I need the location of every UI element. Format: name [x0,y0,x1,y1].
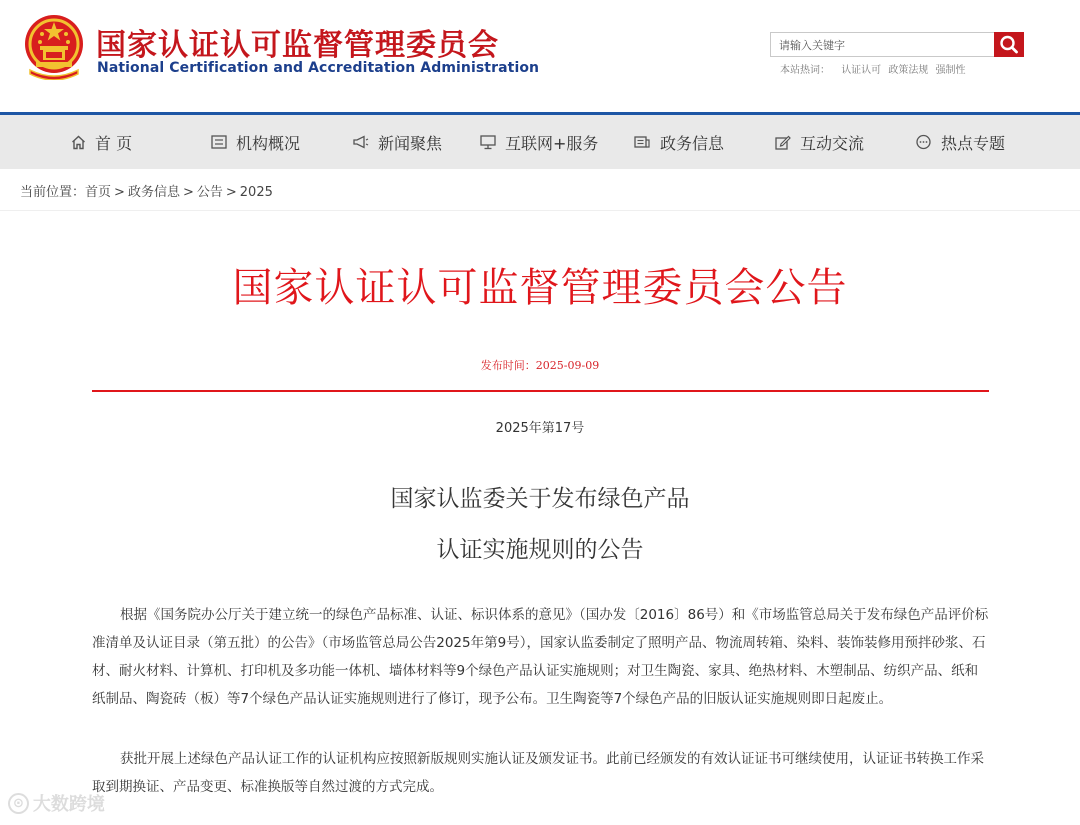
document-number: 2025年第17号 [495,421,585,436]
site-title-english: National Certification and Accreditation Administration [97,60,540,76]
article-paragraph: 获批开展上述绿色产品认证工作的认证机构应按照新版规则实施认证及颁发证书。此前已经颁发的有效认证证书可继续使用，认证证书转换工作采取到期换证、产品变更、标准换版等自然过渡的方式完成。 [92,751,984,795]
search-icon [994,32,1024,57]
hot-word-link[interactable]: 认证认可 [841,65,882,76]
hot-words-bar [780,61,970,76]
site-title-chinese: 国家认证认可监督管理委员会 [96,28,499,63]
monitor-icon [480,135,496,150]
list-icon [211,135,227,149]
article-paragraph: 根据《国务院办公厅关于建立统一的绿色产品标准、认证、标识体系的意见》（国办发〔2016〕86号）和《市场监管总局关于发布绿色产品评价标准清单及认证目录（第五批）的公告》（市场监管总局公告2025年第9号），国家认监委制定了照明产品、物流周转箱、染料、装饰装修用预拌砂浆、石材、耐火材料、计算机、打印机及多功能一体机、墙体材料等9个绿色产品认证实施规则；对卫生陶瓷、家具、绝热材料、木塑制品、纺织产品、纸和纸制品、陶瓷砖（板）等7个绿色产品认证实施规则进行了修订，现予公布。卫生陶瓷等7个绿色产品的旧版认证实施规则即日起废止。 [92,607,989,707]
notice-title-line2: 认证实施规则的公告 [436,537,644,563]
breadcrumb-separator: > [182,185,194,200]
breadcrumb-divider [0,210,1080,211]
chat-icon [915,134,932,150]
edit-icon [775,135,791,150]
breadcrumb-link-notices[interactable]: 公告 [196,185,223,200]
news-icon [634,135,651,149]
hot-words-label: 本站热词： [780,65,830,76]
megaphone-icon [352,135,369,149]
nav-item-hot-topics[interactable] [915,115,1005,169]
nav-item-gov-info[interactable] [634,115,724,169]
breadcrumb [20,181,273,200]
article-title: 国家认证认可监督管理委员会公告 [232,265,848,311]
hot-word-link[interactable]: 强制性 [935,65,966,76]
nav-item-label: 政务信息 [660,133,725,153]
nav-item-label: 新闻聚焦 [378,133,443,153]
publish-date: 发布时间：2025-09-09 [480,359,600,372]
title-divider [92,390,989,392]
watermark-logo-icon: ⊙ [8,793,29,814]
breadcrumb-link-year[interactable]: 2025 [239,185,273,200]
hot-word-link[interactable]: 政策法规 [888,65,929,76]
nav-item-home[interactable] [71,115,132,169]
main-nav [0,115,1080,169]
nav-item-about[interactable] [211,115,300,169]
nav-item-label: 首 页 [95,133,133,153]
nav-item-label: 互联网+服务 [505,133,599,153]
nav-item-label: 互动交流 [800,133,865,153]
watermark [8,790,105,816]
breadcrumb-separator: > [225,185,237,200]
nav-item-news[interactable] [352,115,442,169]
nav-item-interaction[interactable] [775,115,864,169]
breadcrumb-link-gov-info[interactable]: 政务信息 [127,185,180,200]
watermark-text: 大数跨境 [32,794,105,815]
nav-item-services[interactable] [480,115,598,169]
national-emblem-logo[interactable] [22,14,86,80]
search-button[interactable] [994,32,1024,57]
breadcrumb-link-home[interactable]: 首页 [85,185,112,200]
breadcrumb-prefix: 当前位置： [20,185,86,200]
nav-item-label: 机构概况 [236,133,301,153]
nav-item-label: 热点专题 [941,133,1006,153]
home-icon [71,135,86,150]
site-header [0,0,1080,112]
notice-title-line1: 国家认监委关于发布绿色产品 [390,486,690,512]
search-input[interactable]: 请输入关键字 [770,32,994,57]
breadcrumb-separator: > [114,185,125,200]
